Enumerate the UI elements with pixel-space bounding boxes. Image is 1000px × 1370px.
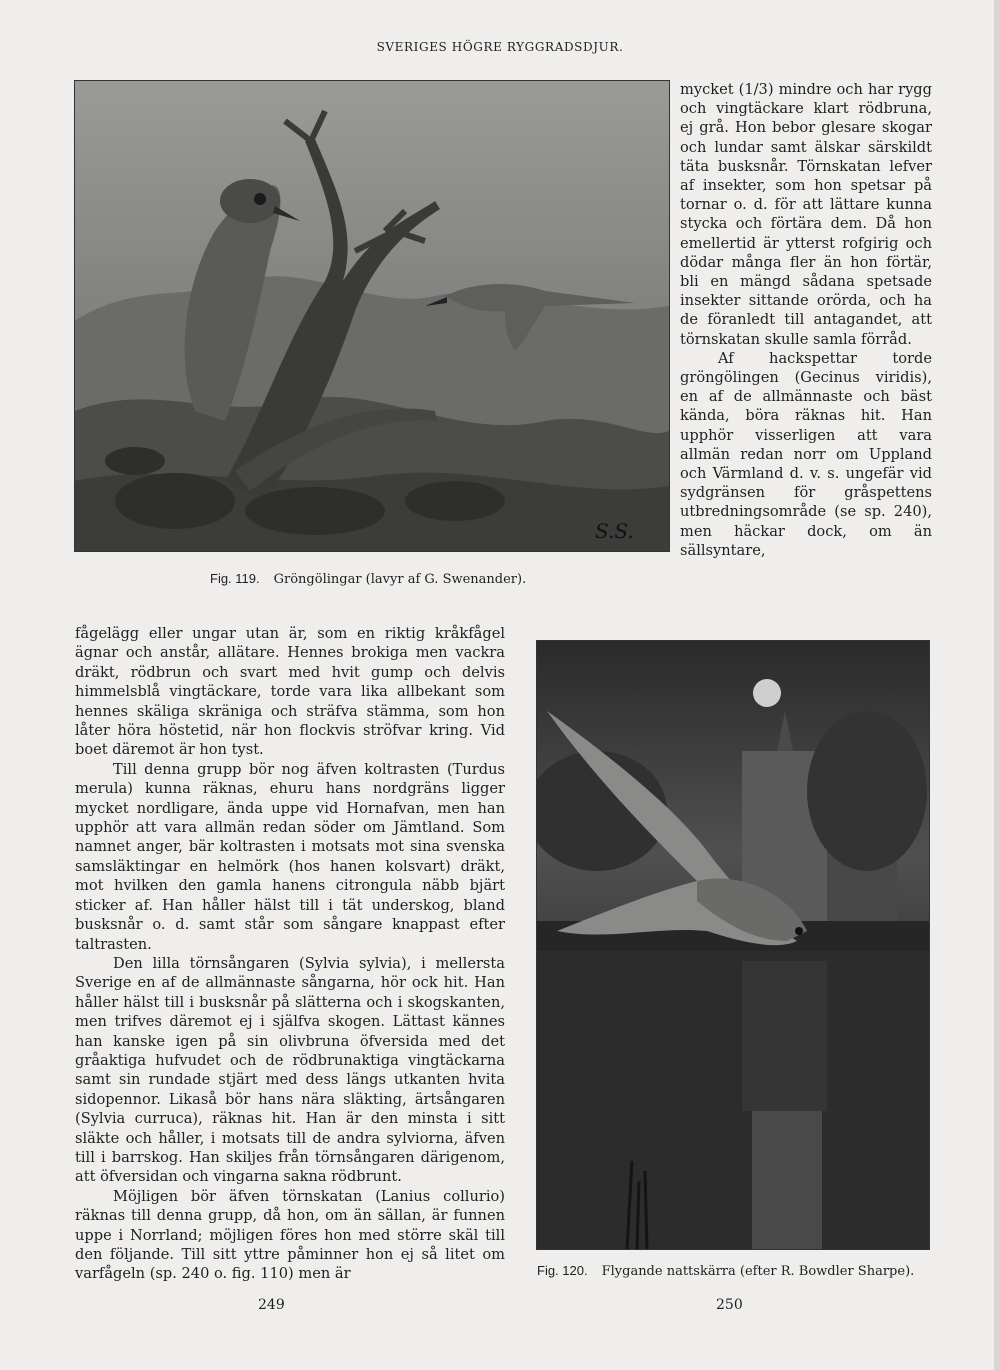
artist-signature: S.S. xyxy=(595,519,634,543)
left-column-text xyxy=(75,624,505,1284)
figure-120-illustration xyxy=(536,640,930,1250)
right-paragraph-2: Af hackspettar torde gröngölingen (Gecinus viridis), en af de allmännaste och bäst kända, böra räknas hit. Han upphör visserligen att vara allmän redan norr om Uppland och Värmland d. v. s. ungefär vid sydgränsen för gråspettens utbredningsområde (se sp. 240), men häckar dock, om än sällsyntare, xyxy=(680,349,932,559)
left-paragraph-3: Den lilla törnsångaren (Sylvia sylvia), i mellersta Sverige en af de allmännaste sångarna, hör ock hit. Han håller hälst till i busksnår på slätterna och i skogskanten, men trifves däremot ej i själfva skogen. Lättast kännes han kanske igen på sin olivbruna öfversida med det gråaktiga hufvudet och de rödbrunaktiga vingtäckarna samt sin rundade stjärt med dess längs utkanten hvita sidopennor. Likaså bör hans nära släkting, ärtsångaren (Sylvia curruca), räknas hit. Han är den minsta i sitt släkte och håller, i motsats till de andra sylviorna, äfven till i barrskog. Han skiljes från törnsångaren därigenom, att öfversidan och vingarna sakna rödbrunt. xyxy=(75,954,505,1186)
moon-icon xyxy=(753,679,781,707)
left-paragraph-4: Möjligen bör äfven törnskatan (Lanius collurio) räknas till denna grupp, då hon, om än sällan, är funnen uppe i Norrland; möjligen föres hon med större skäl till den följande. Till sitt yttre påminner hon ej så litet om varfågeln (sp. 240 o. fig. 110) men är xyxy=(75,1187,505,1283)
figure-119-number: Fig. 119. xyxy=(210,571,260,586)
right-paragraph-1: mycket (1/3) mindre och har rygg och vingtäckare klart rödbruna, ej grå. Hon bebor glesare skogar och lundar samt älskar särskildt täta busksnår. Törnskatan lefver af insekter, som hon spetsar på tornar o. d. för att lättare kunna stycka och förtära dem. Då hon emellertid är ytterst rofgirig och dödar många fler än hon förtär, bli en mängd sådana spetsade insekter sittande orörda, och ha de föranledt till antagandet, att törnskatan skulle samla förråd. xyxy=(680,81,932,348)
left-paragraph-1: fågelägg eller ungar utan är, som en riktig kråkfågel ägnar och anstår, allätare. Hennes brokiga men vackra dräkt, rödbrun och svart med hvit gump och delvis himmelsblå vingtäckare, torde vara lika allbekant som hennes skäliga skräniga och sträfva stämma, som hon låter höra höstetid, när hon flockvis ströfvar kring. Vid boet däremot är hon tyst. xyxy=(75,625,505,759)
page-spine-shadow xyxy=(994,0,1000,1370)
woodpecker-engraving xyxy=(75,81,669,551)
figure-120-number: Fig. 120. xyxy=(537,1263,588,1278)
page-number-left: 249 xyxy=(258,1297,285,1313)
right-column-text xyxy=(680,80,932,560)
figure-120-caption-text: Flygande nattskärra (efter R. Bowdler Sharpe). xyxy=(601,1264,915,1279)
page-number-right: 250 xyxy=(716,1297,743,1313)
figure-119-caption-text: Gröngölingar (lavyr af G. Swenander). xyxy=(273,572,527,587)
figure-119-caption xyxy=(210,571,526,587)
nightjar-engraving xyxy=(537,641,929,1249)
figure-119-illustration xyxy=(74,80,670,552)
figure-120-caption xyxy=(537,1263,914,1279)
left-paragraph-2: Till denna grupp bör nog äfven koltrasten (Turdus merula) kunna räknas, ehuru hans nordgräns ligger mycket nordligare, ända uppe vid Hornafvan, men han upphör att vara allmän redan söder om Jämtland. Som namnet anger, bär koltrasten i motsats mot sina svenska samsläktingar en helmörk (hos hanen kolsvart) dräkt, mot hvilken den gamla hanens citrongula näbb bjärt sticker af. Han håller hälst till i tät underskog, bland busksnår o. d. samt står som sångare knappast efter taltrasten. xyxy=(75,760,505,953)
running-head: SVERIGES HÖGRE RYGGRADSDJUR. xyxy=(376,40,624,54)
